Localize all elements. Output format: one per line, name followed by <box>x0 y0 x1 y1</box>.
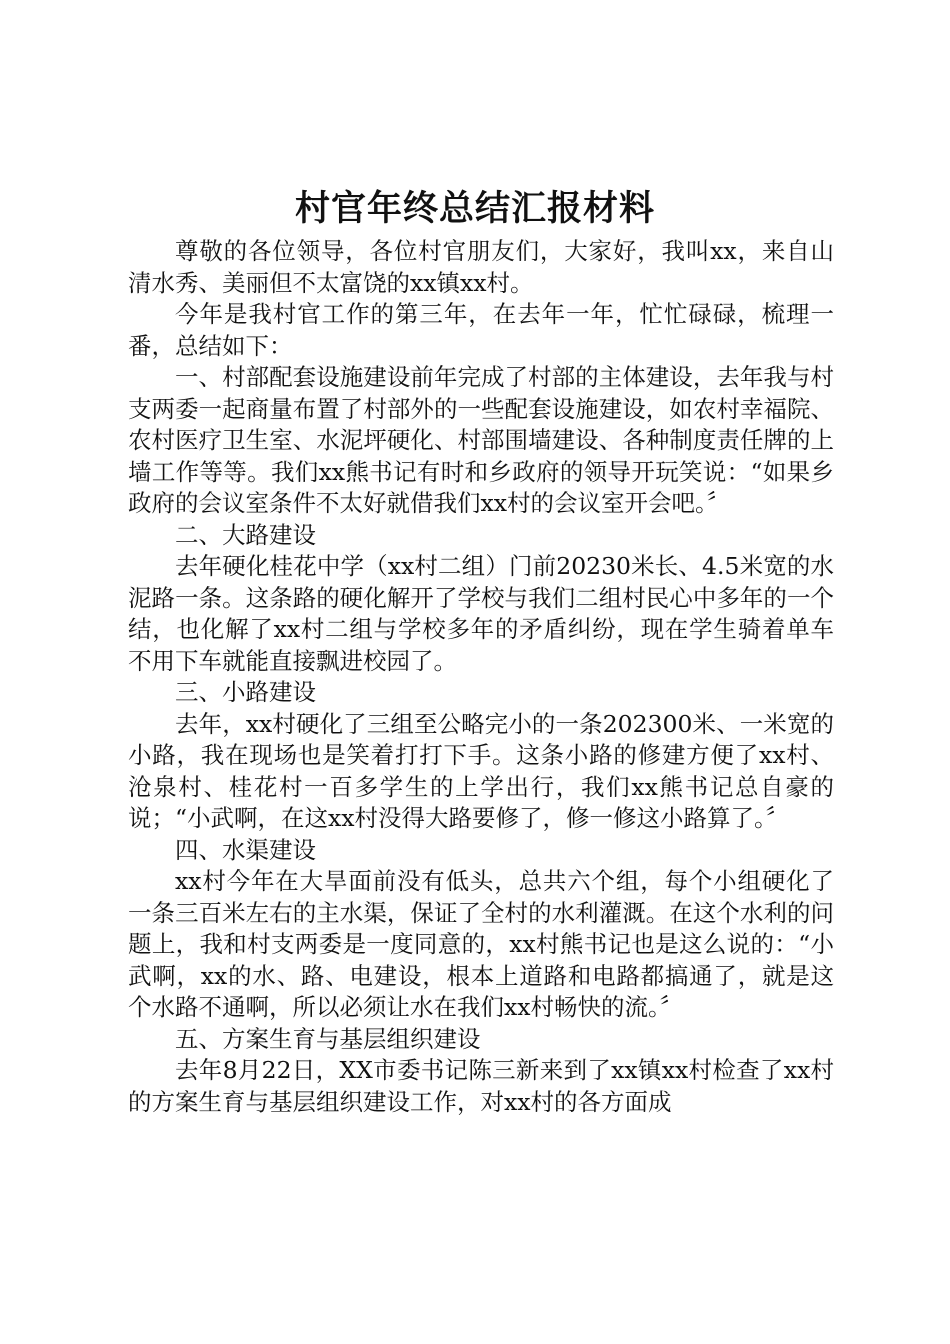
paragraph-section-4: xx村今年在大旱面前没有低头，总共六个组，每个小组硬化了一条三百米左右的主水渠，保证了全村的水利灌溉。在这个水利的问题上，我和村支两委是一度同意的，xx村熊书记也是这么说的：“小武啊，xx的水、路、电建设，根本上道路和电路都搞通了，就是这个水路不通啊，所以必须让水在我们xx村畅快的流。〞 <box>128 867 834 1021</box>
paragraph-section-5: 去年8月22日，XX市委书记陈三新来到了xx镇xx村检查了xx村的方案生育与基层组织建设工作，对xx村的各方面成 <box>128 1056 834 1116</box>
paragraph-intro: 今年是我村官工作的第三年，在去年一年，忙忙碌碌，梳理一番，总结如下： <box>128 300 834 360</box>
document-title: 村官年终总结汇报材料 <box>294 189 655 229</box>
paragraph-section-1: 一、村部配套设施建设前年完成了村部的主体建设，去年我与村支两委一起商量布置了村部外的一些配套设施建设，如农村幸福院、农村医疗卫生室、水泥坪硬化、村部围墙建设、各种制度责任牌的上墙工作等等。我们xx熊书记有时和乡政府的领导开玩笑说：“如果乡政府的会议室条件不太好就借我们xx村的会议室开会吧。〞 <box>128 363 834 517</box>
section-heading-2: 二、大路建设 <box>175 520 316 549</box>
paragraph-section-3: 去年，xx村硬化了三组至公略完小的一条202300米、一米宽的小路，我在现场也是笑着打打下手。这条小路的修建方便了xx村、沧泉村、桂花村一百多学生的上学出行，我们xx熊书记总自豪的说；“小武啊，在这xx村没得大路要修了，修一修这小路算了。〞 <box>128 709 834 832</box>
paragraph-greeting: 尊敬的各位领导，各位村官朋友们，大家好，我叫xx，来自山清水秀、美丽但不太富饶的xx镇xx村。 <box>128 237 834 297</box>
document-body <box>128 236 834 1118</box>
section-heading-3: 三、小路建设 <box>175 678 316 706</box>
section-heading-5: 五、方案生育与基层组织建设 <box>175 1024 481 1053</box>
paragraph-section-2: 去年硬化桂花中学（xx村二组）门前20230米长、4.5米宽的水泥路一条。这条路的硬化解开了学校与我们二组村民心中多年的一个结，也化解了xx村二组与学校多年的矛盾纠纷，现在学生骑着单车不用下车就能直接飘进校园了。 <box>128 552 834 675</box>
section-heading-4: 四、水渠建设 <box>175 835 316 864</box>
